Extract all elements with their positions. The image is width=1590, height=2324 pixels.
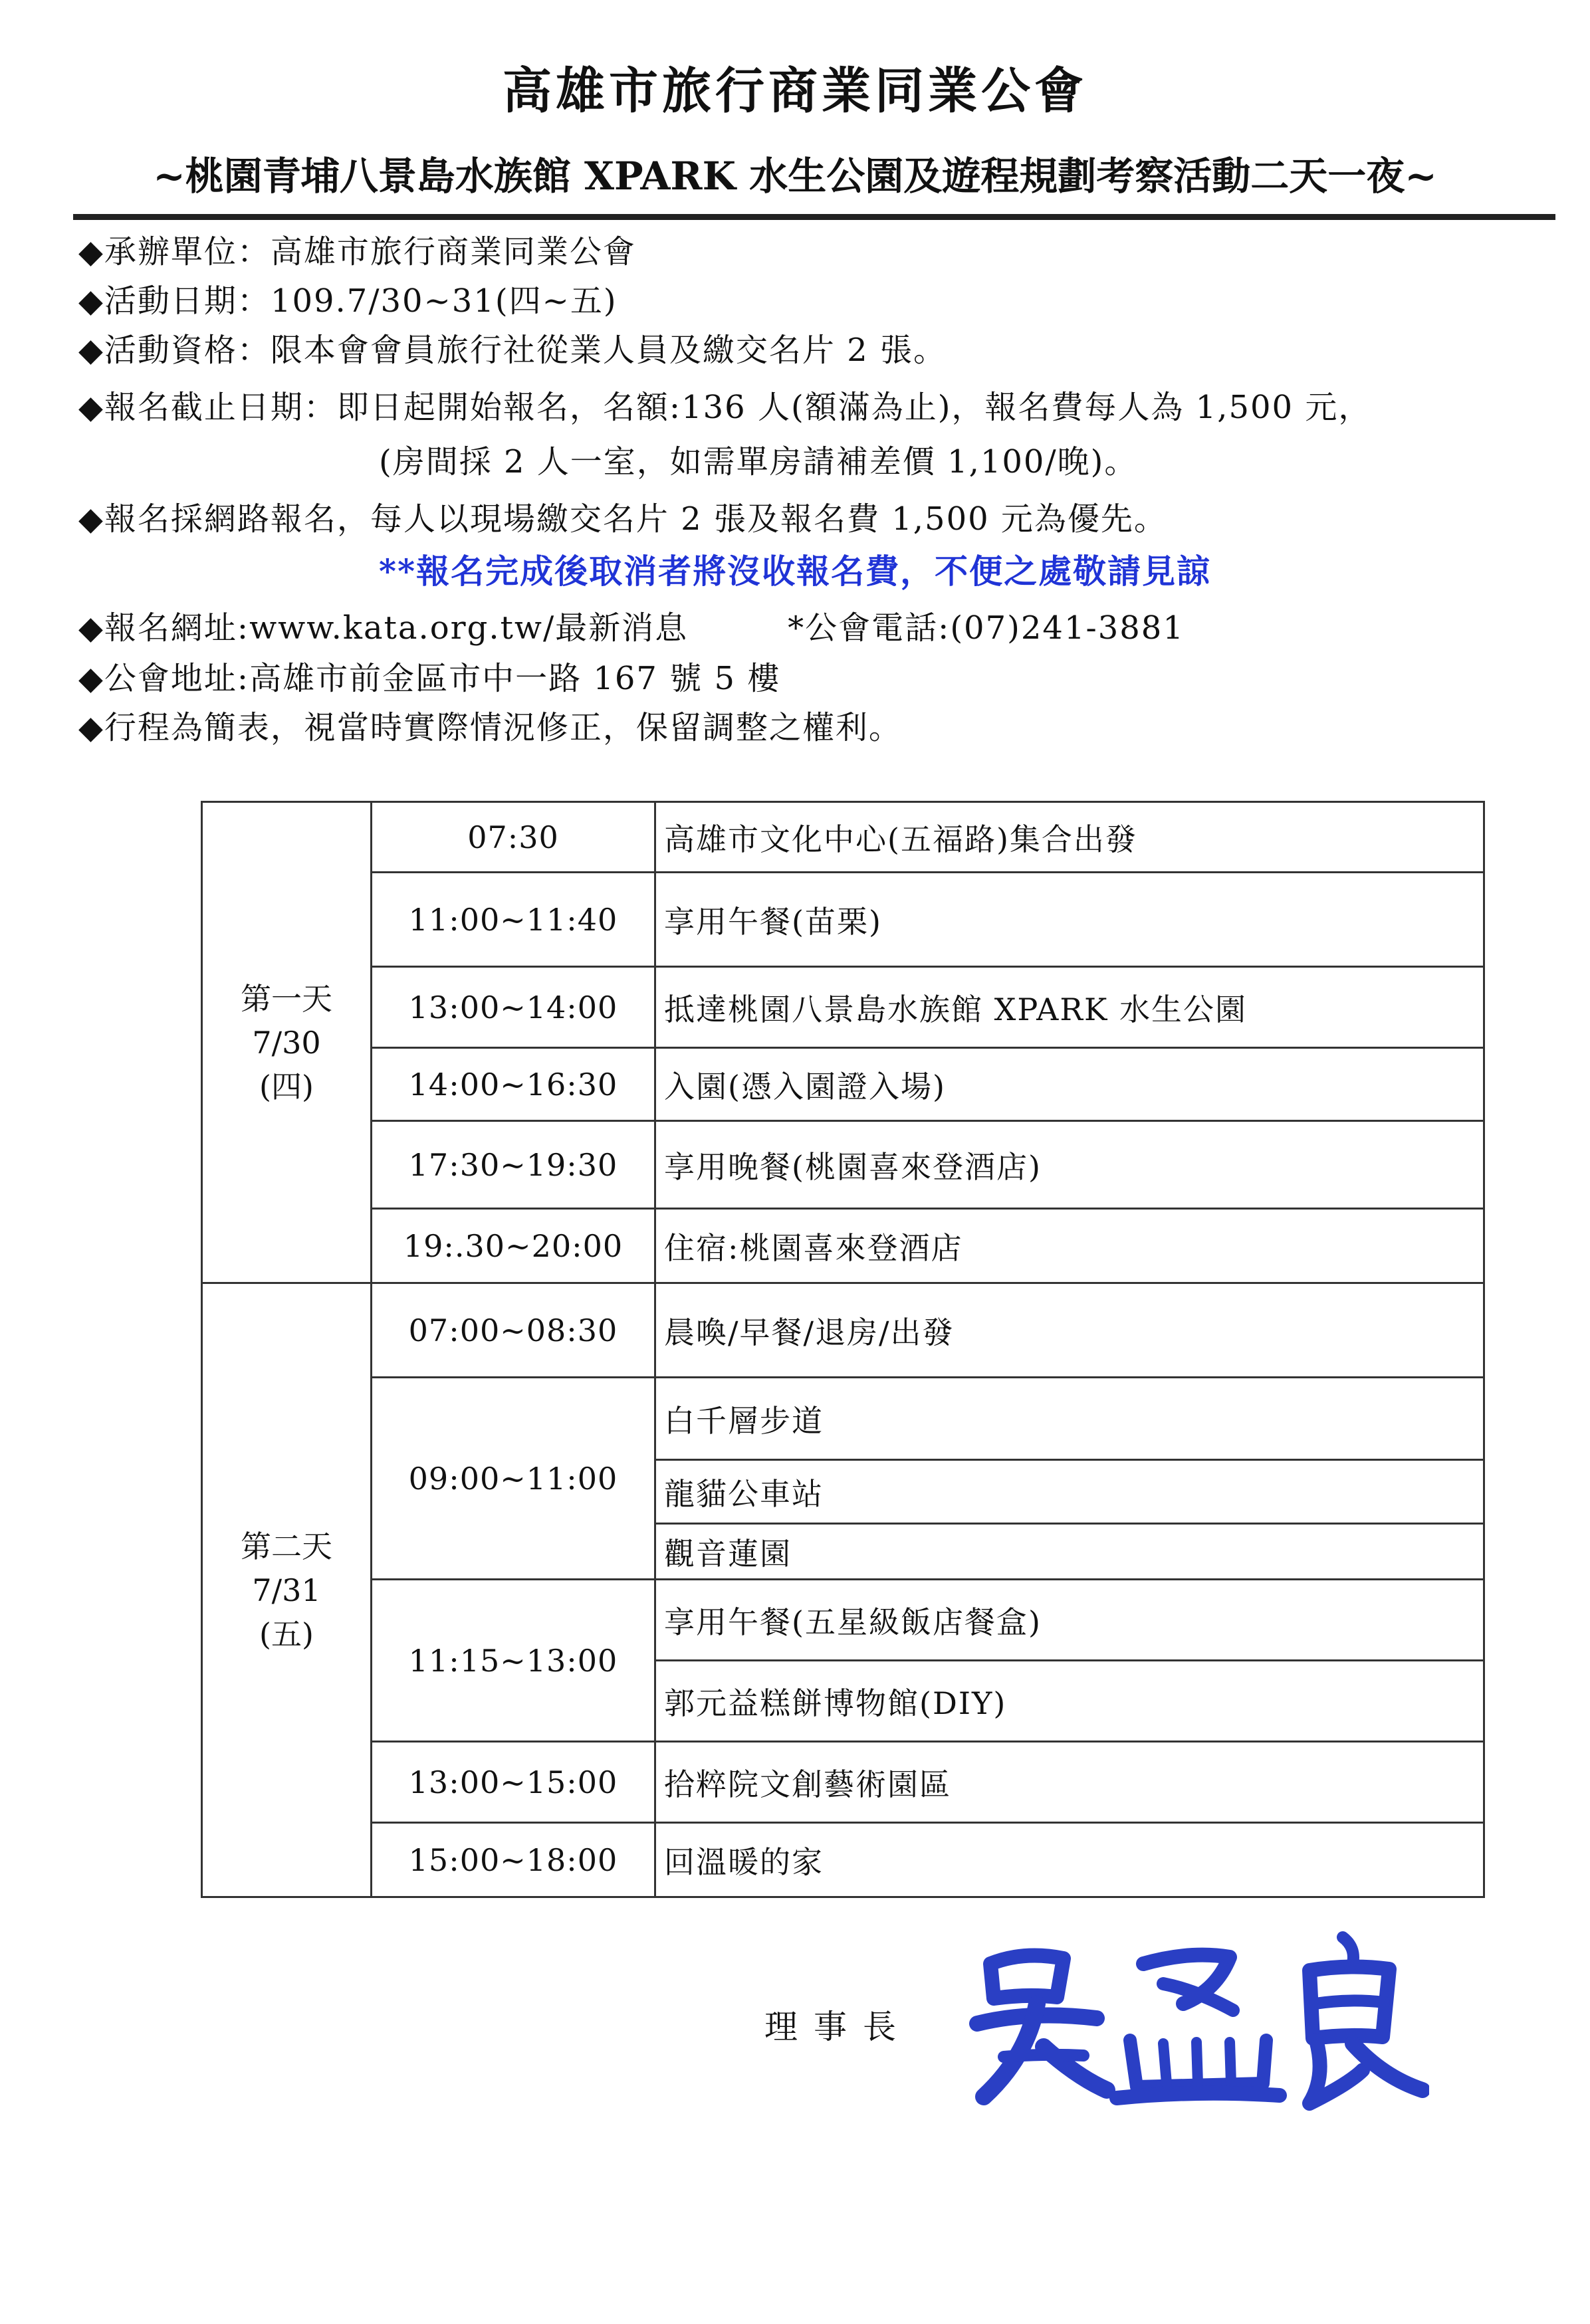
activity-cell: 享用晚餐(桃園喜來登酒店) [655,1121,1484,1209]
info-deadline: ◆報名截止日期：即日起開始報名，名額:136 人(額滿為止)，報名費每人為 1,500 元， [78,389,1372,426]
day1-label: 第一天 [241,980,332,1017]
day1-date: 7/30 [252,1024,321,1061]
table-row [202,1121,1484,1209]
document-title: 高雄市旅行商業同業公會 [503,62,1087,120]
time-cell: 09:00~11:00 [372,1378,655,1580]
time-cell: 13:00~15:00 [372,1742,655,1823]
time-cell: 11:15~13:00 [372,1580,655,1742]
phone-text: *公會電話:(07)241-3881 [788,609,1185,647]
time-cell: 11:00~11:40 [372,873,655,967]
table-row [202,1209,1484,1283]
info-organizer: ◆承辦單位：高雄市旅行商業同業公會 [78,233,636,270]
activity-cell: 白千層步道 [655,1378,1484,1460]
time-cell: 07:30 [372,802,655,873]
activity-cell: 抵達桃園八景島水族館 XPARK 水生公園 [655,967,1484,1048]
activity-cell: 入園(憑入園證入場) [655,1048,1484,1121]
signature-title: 理事長 [764,2008,912,2046]
header-divider [73,214,1555,220]
info-online-registration: ◆報名採網路報名，每人以現場繳交名片 2 張及報名費 1,500 元為優先。 [78,500,1167,538]
itinerary-table [201,801,1485,1898]
signature-strokes [977,1937,1422,2103]
activity-cell: 龍貓公車站 [655,1460,1484,1524]
table-row [202,1823,1484,1897]
info-eligibility: ◆活動資格：限本會會員旅行社從業人員及繳交名片 2 張。 [78,332,947,369]
day2-weekday: (五) [259,1616,314,1652]
info-website-phone [78,602,1185,648]
day1-weekday: (四) [259,1068,314,1105]
table-row [202,1378,1484,1460]
time-cell: 13:00~14:00 [372,967,655,1048]
website-text: ◆報名網址:www.kata.org.tw/最新消息 [78,609,689,647]
time-cell: 19:.30~20:00 [372,1209,655,1283]
time-cell: 15:00~18:00 [372,1823,655,1897]
cancel-notice: **報名完成後取消者將沒收報名費，不便之處敬請見諒 [378,552,1212,591]
info-room-note: (房間採 2 人一室，如需單房請補差價 1,100/晚)。 [379,443,1138,480]
document-subtitle: ~桃園青埔八景島水族館 XPARK 水生公園及遊程規劃考察活動二天一夜~ [153,154,1437,199]
time-cell: 07:00~08:30 [372,1283,655,1378]
activity-cell: 郭元益糕餅博物館(DIY) [655,1661,1484,1742]
table-row [202,1283,1484,1378]
day1-cell [202,802,372,1283]
activity-cell: 拾粹院文創藝術園區 [655,1742,1484,1823]
activity-cell: 晨喚/早餐/退房/出發 [655,1283,1484,1378]
info-disclaimer: ◆行程為簡表，視當時實際情況修正，保留調整之權利。 [78,709,902,746]
table-row [202,1580,1484,1661]
info-address: ◆公會地址:高雄市前金區市中一路 167 號 5 樓 [78,660,781,697]
activity-cell: 高雄市文化中心(五福路)集合出發 [655,802,1484,873]
table-row [202,802,1484,873]
table-row [202,967,1484,1048]
day2-label: 第二天 [241,1528,332,1564]
handwritten-signature [964,1924,1429,2123]
activity-cell: 享用午餐(五星級飯店餐盒) [655,1580,1484,1661]
table-row [202,1742,1484,1823]
info-date: ◆活動日期：109.7/30~31(四~五) [78,282,618,320]
day2-cell [202,1283,372,1897]
day2-date: 7/31 [252,1572,321,1608]
activity-cell: 享用午餐(苗栗) [655,873,1484,967]
time-cell: 14:00~16:30 [372,1048,655,1121]
time-cell: 17:30~19:30 [372,1121,655,1209]
table-row [202,873,1484,967]
activity-cell: 觀音蓮園 [655,1524,1484,1580]
table-row [202,1048,1484,1121]
activity-cell: 住宿:桃園喜來登酒店 [655,1209,1484,1283]
activity-cell: 回溫暖的家 [655,1823,1484,1897]
